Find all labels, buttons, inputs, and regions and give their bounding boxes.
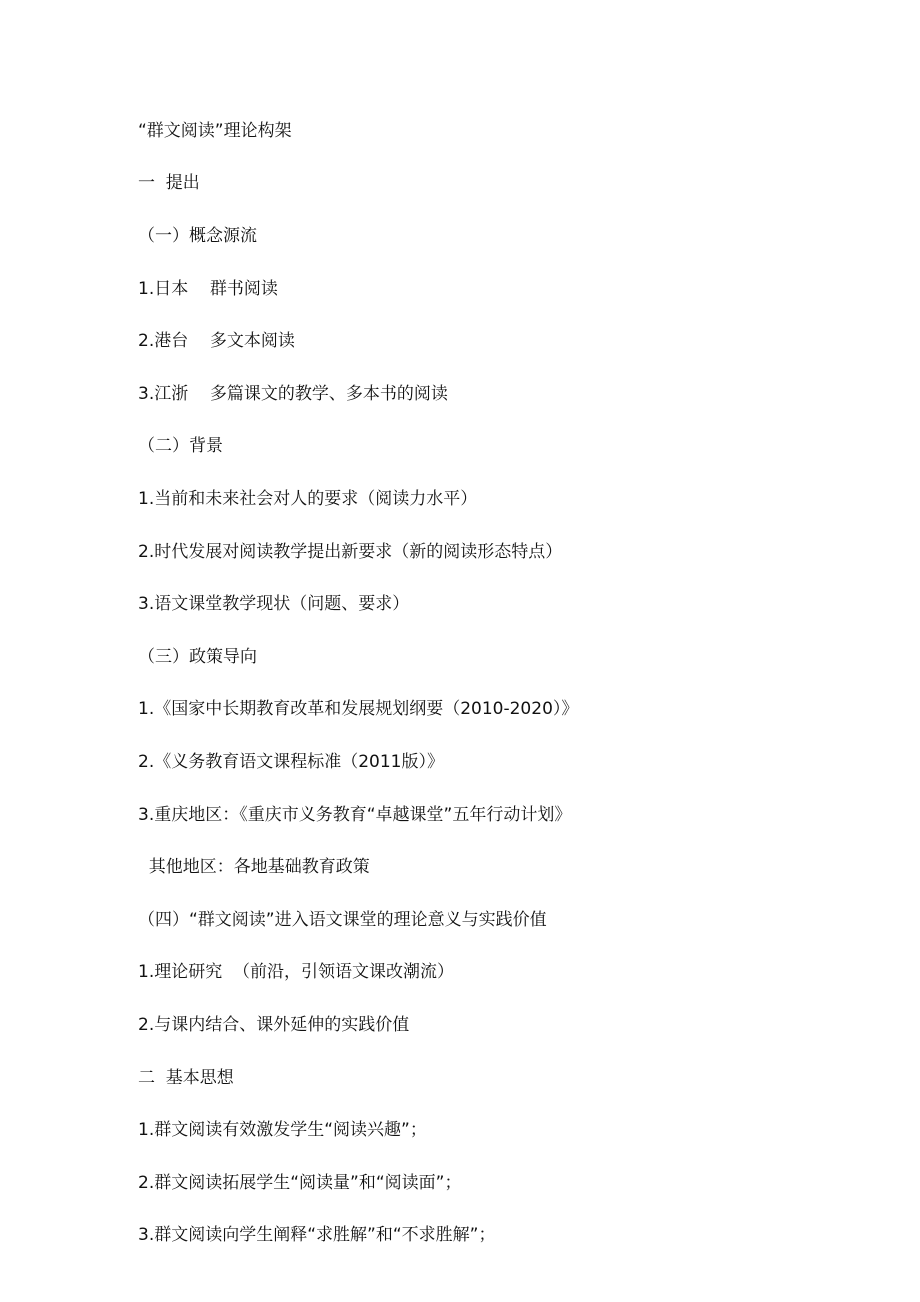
- list-item: 2.与课内结合、课外延伸的实践价值: [138, 1015, 410, 1035]
- section-heading: 一 提出: [138, 173, 200, 193]
- list-item: 3.群文阅读向学生阐释“求胜解”和“不求胜解”；: [138, 1225, 496, 1245]
- list-item: 1.《国家中长期教育改革和发展规划纲要（2010-2020）》: [138, 699, 579, 719]
- list-item: 3.重庆地区：《重庆市义务教育“卓越课堂”五年行动计划》: [138, 805, 572, 825]
- list-item: 1.理论研究 （前沿，引领语文课改潮流）: [138, 962, 455, 982]
- subsection-heading: （四）“群文阅读”进入语文课堂的理论意义与实践价值: [138, 910, 547, 930]
- list-item: 2.群文阅读拓展学生“阅读量”和“阅读面”；: [138, 1173, 462, 1193]
- list-item: 3.语文课堂教学现状（问题、要求）: [138, 594, 410, 614]
- list-item: 1.日本 群书阅读: [138, 279, 278, 299]
- subsection-heading: （二）背景: [138, 436, 223, 456]
- list-item: 1.群文阅读有效激发学生“阅读兴趣”；: [138, 1120, 427, 1140]
- section-heading: 二 基本思想: [138, 1068, 234, 1088]
- list-item: 1.当前和未来社会对人的要求（阅读力水平）: [138, 489, 478, 509]
- list-item: 其他地区：各地基础教育政策: [138, 857, 370, 877]
- list-item: 2.港台 多文本阅读: [138, 331, 295, 351]
- document-title: “群文阅读”理论构架: [138, 121, 292, 141]
- list-item: 2.《义务教育语文课程标准（2011版）》: [138, 752, 444, 772]
- list-item: 2.时代发展对阅读教学提出新要求（新的阅读形态特点）: [138, 542, 563, 562]
- subsection-heading: （一）概念源流: [138, 226, 257, 246]
- subsection-heading: （三）政策导向: [138, 647, 257, 667]
- list-item: 3.江浙 多篇课文的教学、多本书的阅读: [138, 384, 448, 404]
